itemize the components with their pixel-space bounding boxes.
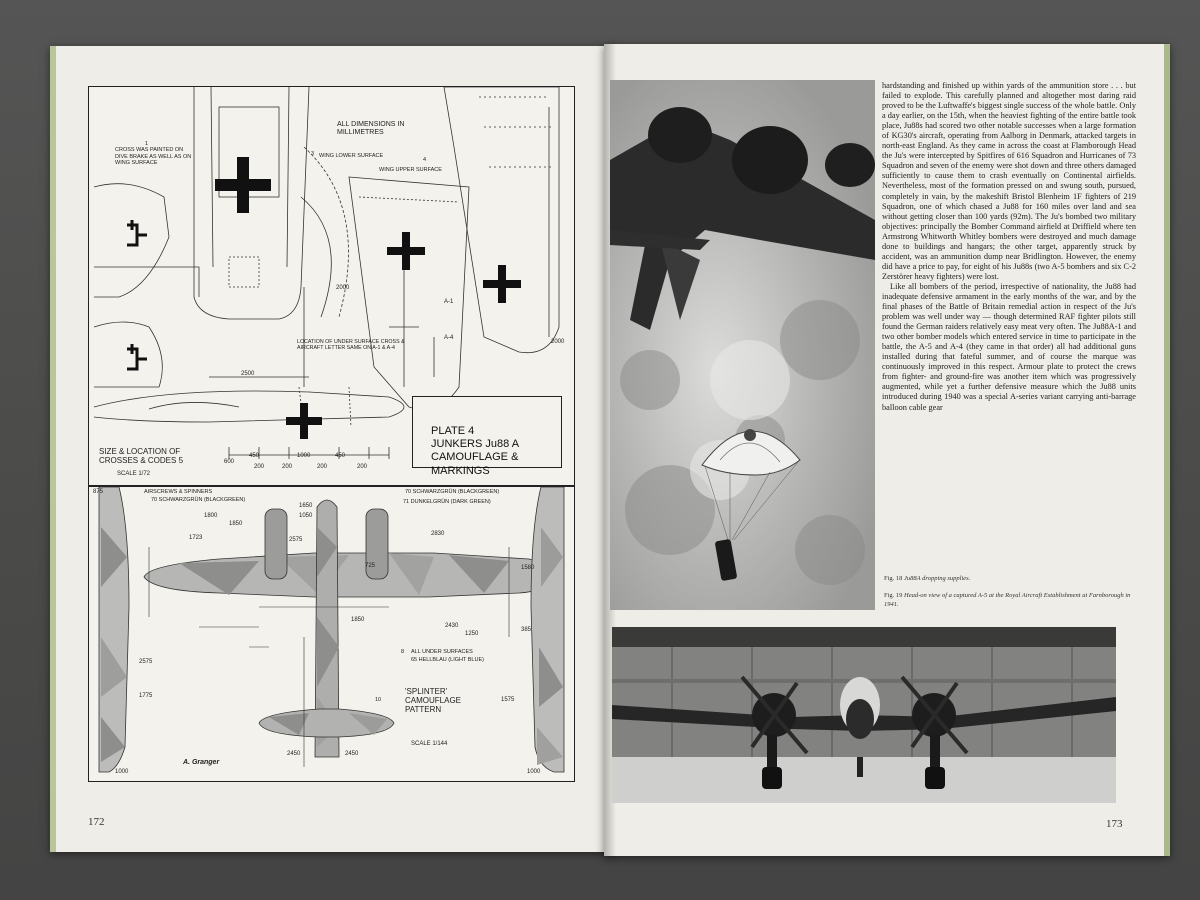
- dim-450b: 450: [335, 453, 346, 459]
- sdim-5: 1650: [299, 503, 313, 509]
- plate-title-box: [412, 396, 562, 477]
- dim-2000b: 2000: [551, 339, 565, 345]
- note-location: LOCATION OF UNDER SURFACE CROSS & AIRCRAFT LETTER SAME ON A-1 & A-4: [297, 339, 405, 352]
- fig19-caption: [884, 591, 1134, 609]
- sdim-11: 385: [521, 627, 532, 633]
- splinter-title: 'SPLINTER' CAMOUFLAGE PATTERN: [405, 687, 462, 715]
- dim-200c: 200: [317, 464, 328, 470]
- note-size-location: SIZE & LOCATION OF CROSSES & CODES 5: [99, 447, 184, 466]
- sdim-19: 1000: [115, 769, 129, 775]
- note-all-under-surfaces: ALL UNDER SURFACES: [411, 649, 473, 655]
- dim-a1: A-1: [444, 299, 454, 305]
- sdim-6: 1050: [299, 513, 313, 519]
- page-number-left: 172: [88, 816, 105, 828]
- sdim-3: 1723: [189, 535, 203, 541]
- sdim-12: 2575: [139, 659, 153, 665]
- sdim-0: 875: [93, 489, 104, 495]
- note-wing-upper: WING UPPER SURFACE: [379, 167, 442, 173]
- sdim-7: 2830: [431, 531, 445, 537]
- sdim-18: 1575: [501, 697, 515, 703]
- sdim-13: 1775: [139, 693, 153, 699]
- sdim-14: 1850: [351, 617, 365, 623]
- dim-200d: 200: [357, 464, 368, 470]
- article-paragraph-2: Like all bombers of the period, irrespective of nationality, the Ju88 had inadequate defensive armament in the early months of the war, and by the final phases of the Battle of Britain remedial action in respect of the Ju's problem was well under way — though determined RAF fighter pilots still found the German raiders relatively easy meat very often. The Ju88A-1 and two other bomber models which entered service in time to participate in the battle, the A-5 and A-4 (they came in that order) all had additional guns installed during that fateful summer, and of course the marque was continuously improved in this respect. Armour plate to protect the crews from fighter- and ground-fire was another item which was progressively augmented, while yet a further defensive measure which the Ju88 units introduced during 1940 was a special A-series variant carrying anti-barrage balloon cable gear: [882, 281, 1136, 412]
- splinter-title-num: 10: [375, 697, 382, 703]
- plate-title-line-3: CAMOUFLAGE &: [431, 451, 519, 464]
- fig18-caption-text: Ju88A dropping supplies.: [904, 575, 971, 582]
- fig19-image: [612, 627, 1116, 803]
- scale-top: SCALE 1/72: [117, 471, 151, 477]
- sdim-8: 1580: [521, 565, 535, 571]
- plate-title-line-4: MARKINGS: [431, 464, 490, 477]
- note-all-dimensions: ALL DIMENSIONS IN MILLIMETRES: [337, 121, 405, 137]
- dim-a4: A-4: [444, 335, 454, 341]
- sdim-2: 1850: [229, 521, 243, 527]
- article-body: [882, 81, 1136, 413]
- note-70-blackgreen-b: 70 SCHWARZGRÜN (BLACKGREEN): [405, 489, 500, 495]
- splinter-camouflage-views: [89, 487, 574, 781]
- fig19-caption-num: Fig. 19: [884, 592, 903, 599]
- sdim-9: 725: [365, 563, 376, 569]
- note-65-lightblue: 65 HELLBLAU (LIGHT BLUE): [411, 657, 484, 663]
- article-paragraph-1: hardstanding and finished up within yards of the ammunition store . . . but failed to explode. This carefully planned and altogether most daring raid proved to be the Luftwaffe's biggest single success of the whole battle. Only a day earlier, on the 15th, when the heaviest fighting of the entire battle took place, Ju88s had scored two other notable successes when a large formation of KG30's aircraft, operating from Aalborg in Denmark, attacked targets in north-east England. As they came in across the coast at Flamborough Head the Ju's were intercepted by Spitfires of 616 Squadron and Hurricanes of 73 Squadron and seven of the enemy were shot down and three others damaged sufficiently to cause them to crash eventually on Continental airfields. Nevertheless, most of the formation pressed on and swung south, pursued, completely in vain, by the makeshift Bristol Blenheim 1F fighters of 219 Squadron, one of which chased a Ju88 for 160 miles over land and sea without getting closer than 100 yards (92m). The Ju's bombed two military objectives: principally the Bomber Command airfield at Driffield where ten Armstrong Whitworth Whitley bombers were destroyed and much damage done to buildings and hangars; the other target, apparently struck by accident, was an ammunition dump near Bridlington. However, the enemy did have a price to pay, for eight of his Ju88s (two A-5 bombers and six C-2 Zerstörer heavy fighters) were lost.: [882, 81, 1136, 281]
- note-8-num: 8: [401, 649, 405, 655]
- dim-1000: 1000: [297, 453, 311, 459]
- sdim-15: 1250: [465, 631, 479, 637]
- fig18-image: [610, 80, 875, 610]
- plate-title-line-1: PLATE 4: [431, 425, 475, 437]
- plate-title-line-2: JUNKERS Ju88 A: [431, 438, 520, 451]
- dim-450: 450: [249, 453, 260, 459]
- sdim-10: 2430: [445, 623, 459, 629]
- page-number-right: 173: [1106, 818, 1123, 830]
- dim-200b: 200: [282, 464, 293, 470]
- dim-600: 600: [224, 459, 235, 465]
- note-airscrews: AIRSCREWS & SPINNERS: [144, 489, 213, 495]
- scale-bottom: SCALE 1/144: [411, 741, 448, 747]
- dim-2500: 2500: [241, 371, 255, 377]
- sdim-17: 2450: [345, 751, 359, 757]
- artist-signature: A. Granger: [183, 759, 220, 766]
- balkenkreuz-fuselage-top: [215, 157, 271, 213]
- dim-2000a: 2000: [336, 285, 350, 291]
- note-wing-upper-num: 4: [423, 157, 427, 163]
- fig19-photo: [612, 627, 1116, 803]
- sdim-20: 1000: [527, 769, 541, 775]
- fig18-caption: [884, 575, 970, 582]
- note-71-darkgreen: 71 DUNKELGRÜN (DARK GREEN): [403, 499, 491, 505]
- note-cross-dive-brake: 1 CROSS WAS PAINTED ON DIVE BRAKE AS WELL AS ON WING SURFACE: [115, 141, 192, 166]
- dim-200a: 200: [254, 464, 265, 470]
- note-70-blackgreen: 70 SCHWARZGRÜN (BLACKGREEN): [151, 497, 246, 503]
- splinter-drawing: [88, 486, 575, 782]
- sdim-4: 2575: [289, 537, 303, 543]
- note-wing-lower-num: 3: [311, 151, 315, 157]
- fig18-photo: [610, 80, 875, 610]
- fig18-caption-num: Fig. 18: [884, 575, 903, 582]
- fig19-caption-text: Head-on view of a captured A-5 at the Royal Aircraft Establishment at Farnborough in 1941.: [884, 592, 1131, 608]
- note-wing-lower: WING LOWER SURFACE: [319, 153, 384, 159]
- sdim-1: 1800: [204, 513, 218, 519]
- sdim-16: 2450: [287, 751, 301, 757]
